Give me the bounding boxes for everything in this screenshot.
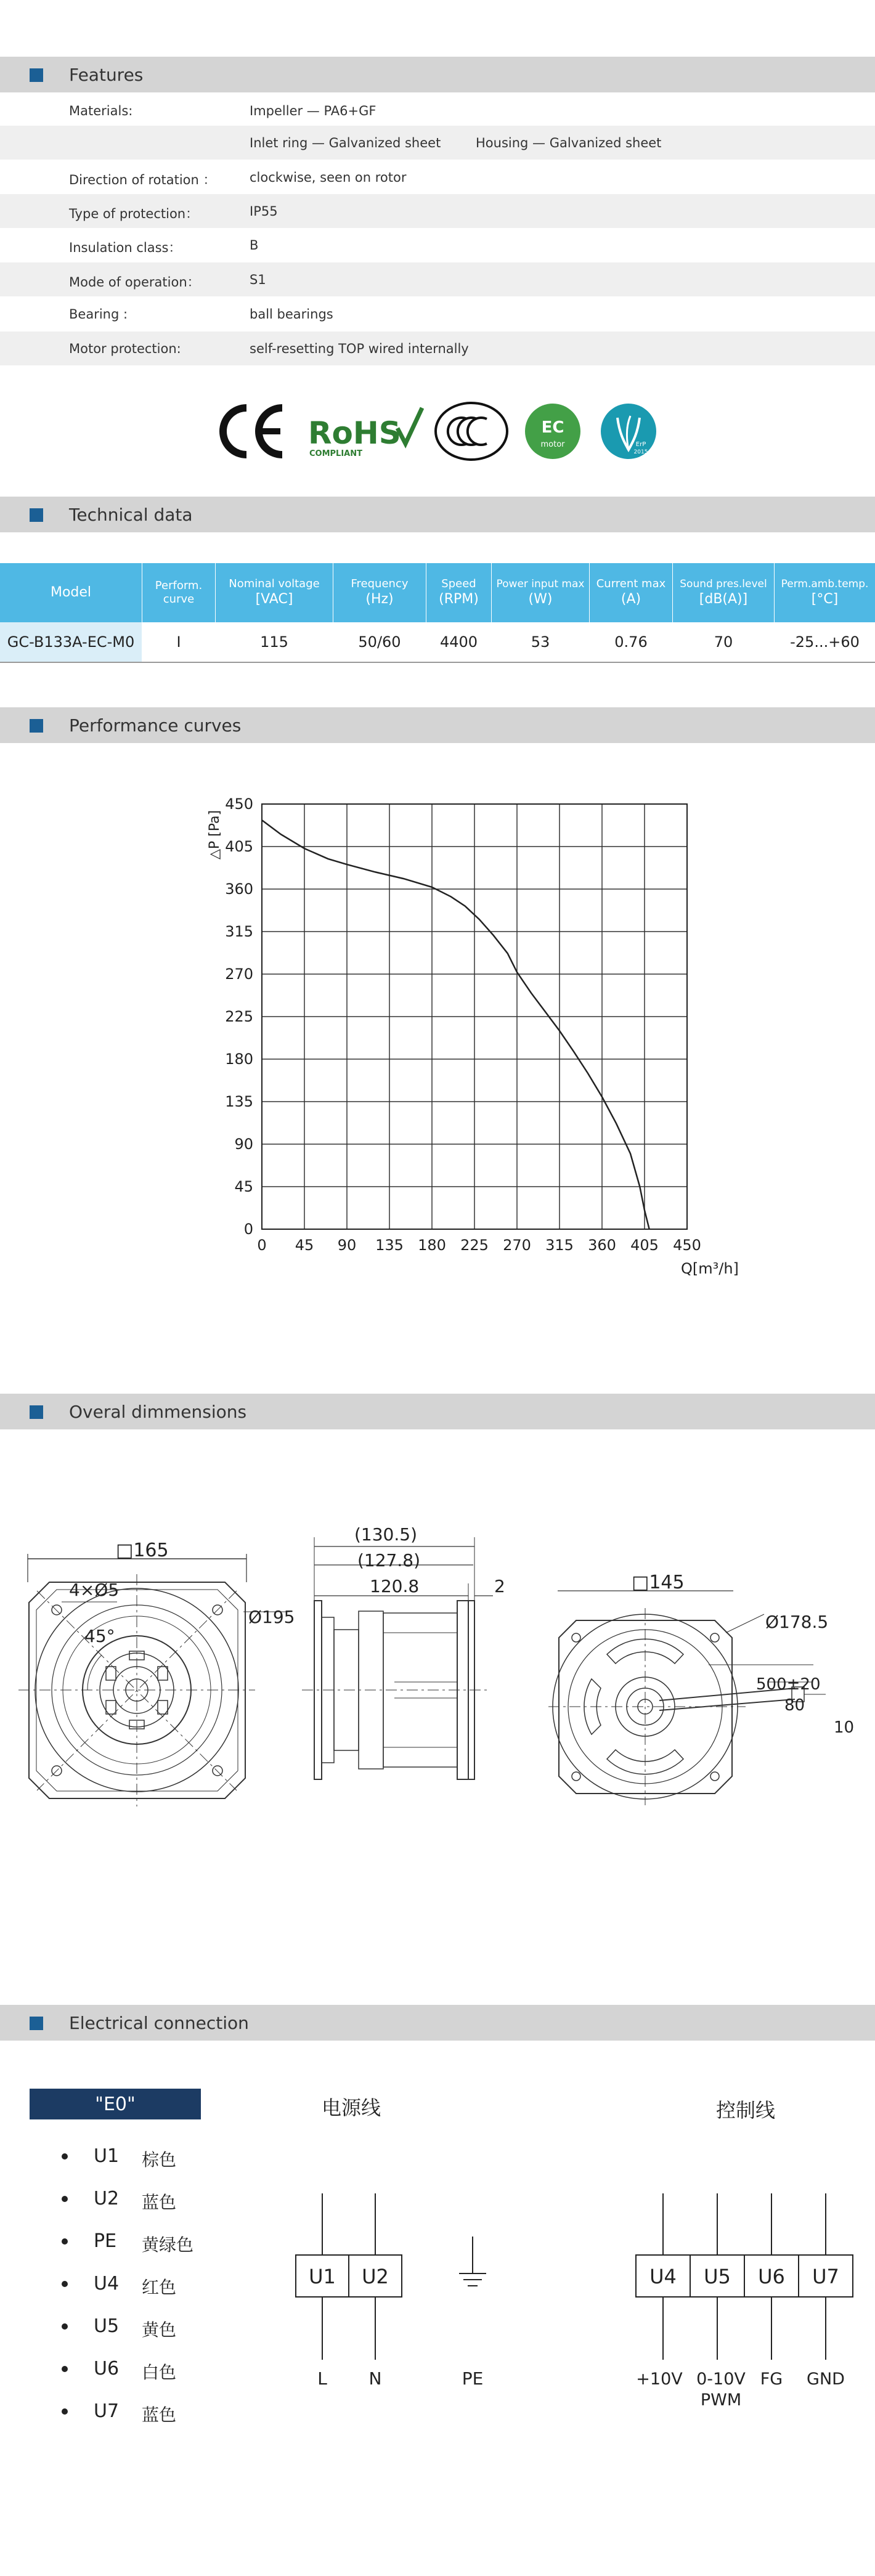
- section-marker: [30, 1405, 43, 1419]
- dim-angle: 45°: [84, 1626, 115, 1646]
- section-title: Overal dimmensions: [69, 1402, 247, 1422]
- rohs-icon: [308, 408, 422, 458]
- column-header-speed: Speed (RPM): [426, 563, 491, 622]
- feature-row-bearing: [0, 297, 875, 331]
- dim-130-5: (130.5): [354, 1524, 418, 1545]
- bullet-icon: [62, 2238, 68, 2245]
- dim-127-8: (127.8): [357, 1550, 421, 1570]
- column-header-current: Current max (A): [590, 563, 672, 622]
- terminal-signal: L: [317, 2368, 327, 2389]
- terminal-signal: 0-10V: [696, 2370, 746, 2389]
- feature-value: IP55: [250, 204, 278, 219]
- dim-cable-500: 500±20: [756, 1675, 821, 1694]
- wire-item: U2 蓝色: [62, 2187, 222, 2211]
- column-header-curve: Perform. curve: [142, 563, 215, 622]
- cell-current: 0.76: [614, 633, 648, 651]
- y-tick-label: 225: [225, 1008, 253, 1025]
- cell-power: 53: [531, 633, 550, 651]
- dim-holes: 4×Ø5: [69, 1580, 120, 1600]
- y-tick-label: 90: [234, 1136, 253, 1153]
- certification-logos: [210, 394, 665, 468]
- ccc-icon: [436, 403, 507, 460]
- x-tick-label: 180: [418, 1237, 446, 1254]
- terminal-label: U4: [649, 2265, 677, 2288]
- terminal-signal: GND: [807, 2370, 845, 2389]
- connection-code-badge: "E0": [30, 2089, 201, 2119]
- y-tick-label: 135: [225, 1093, 253, 1110]
- wire-item: PE 黄绿色: [62, 2229, 222, 2254]
- feature-value: clockwise, seen on rotor: [250, 170, 407, 185]
- x-axis-label: Q[m³/h]: [681, 1260, 739, 1277]
- x-tick-label: 225: [460, 1237, 489, 1254]
- performance-chart: [185, 782, 739, 1294]
- feature-row-protection: [0, 194, 875, 228]
- feature-label: Direction of rotation ：: [69, 173, 216, 187]
- terminal-label: U2: [362, 2265, 389, 2288]
- section-marker: [30, 719, 43, 733]
- section-title: Performance curves: [69, 715, 242, 736]
- x-tick-label: 0: [257, 1237, 267, 1254]
- column-header-sound: Sound pres.level [dB(A)]: [673, 563, 774, 622]
- feature-label: Type of protection：: [69, 206, 199, 221]
- section-header-dimensions: [0, 1394, 875, 1429]
- section-header-electrical: [0, 2005, 875, 2041]
- feature-label: Materials:: [69, 104, 133, 118]
- y-tick-label: 0: [243, 1221, 253, 1238]
- feature-value: ball bearings: [250, 307, 333, 322]
- feature-value: Inlet ring — Galvanized sheet: [250, 136, 441, 150]
- section-title: Features: [69, 65, 144, 85]
- bullet-icon: [62, 2281, 68, 2287]
- ec-motor-icon: [525, 404, 580, 459]
- svg-text:motor: motor: [540, 440, 565, 449]
- dim-2: 2: [494, 1576, 505, 1596]
- svg-text:COMPLIANT: COMPLIANT: [309, 449, 362, 458]
- section-title: Technical data: [69, 505, 193, 525]
- bullet-icon: [62, 2196, 68, 2202]
- erp-icon: [601, 404, 656, 459]
- section-header-performance: [0, 707, 875, 743]
- cell-model: GC-B133A-EC-M0: [0, 622, 142, 662]
- table-bottom-rule: [0, 662, 875, 663]
- y-tick-label: 360: [225, 880, 253, 898]
- feature-value: S1: [250, 272, 266, 287]
- dim-120-8: 120.8: [370, 1576, 420, 1596]
- section-title: Electrical connection: [69, 2013, 249, 2033]
- dim-square-165: □165: [116, 1540, 169, 1561]
- feature-label: Bearing :: [69, 307, 128, 322]
- column-header-temp: Perm.amb.temp. [°C]: [775, 563, 875, 622]
- feature-value: self-resetting TOP wired internally: [250, 341, 469, 356]
- bullet-icon: [62, 2366, 68, 2372]
- y-axis-label: △P [Pa]: [207, 810, 222, 859]
- wire-item: U6 白色: [62, 2357, 222, 2381]
- dimension-drawing: [0, 1503, 875, 1848]
- dim-dia-178-5: Ø178.5: [765, 1612, 829, 1632]
- feature-value: B: [250, 238, 259, 253]
- terminal-signal: PWM: [700, 2391, 742, 2410]
- bullet-icon: [62, 2153, 68, 2160]
- control-line-title: 控制线: [715, 2099, 776, 2122]
- bullet-icon: [62, 2323, 68, 2330]
- x-tick-label: 405: [630, 1237, 659, 1254]
- wire-item: U7 蓝色: [62, 2399, 222, 2424]
- x-tick-label: 450: [673, 1237, 701, 1254]
- column-header-frequency: Frequency (Hz): [333, 563, 426, 622]
- y-tick-label: 450: [225, 795, 253, 813]
- terminal-signal: FG: [760, 2370, 783, 2389]
- column-header-voltage: Nominal voltage [VAC]: [216, 563, 333, 622]
- terminal-label: U1: [309, 2265, 336, 2288]
- y-tick-label: 270: [225, 965, 253, 983]
- svg-text:RoHS: RoHS: [308, 415, 401, 451]
- x-tick-label: 315: [545, 1237, 574, 1254]
- feature-row-inlet-housing: [0, 126, 875, 160]
- y-tick-label: 315: [225, 923, 253, 940]
- feature-value: Housing — Galvanized sheet: [476, 136, 662, 150]
- wire-item: U1 棕色: [62, 2144, 222, 2169]
- terminal-label: U7: [812, 2265, 839, 2288]
- dim-cable-10: 10: [834, 1718, 855, 1737]
- section-marker: [30, 508, 43, 522]
- cell-speed: 4400: [439, 633, 478, 651]
- side-view: [302, 1537, 493, 1779]
- svg-text:ErP: ErP: [635, 441, 646, 448]
- feature-row-operation: [0, 262, 875, 296]
- y-tick-label: 405: [225, 838, 253, 855]
- performance-curve-line: [262, 820, 649, 1229]
- cell-sound: 70: [714, 633, 733, 651]
- cell-temp: -25...+60: [790, 633, 860, 651]
- terminal-signal: PE: [462, 2368, 484, 2389]
- wire-item: U5 黄色: [62, 2314, 222, 2339]
- cell-frequency: 50/60: [358, 633, 401, 651]
- dim-cable-80: 80: [784, 1696, 805, 1715]
- feature-label: Insulation class：: [69, 240, 182, 255]
- feature-row-rotation: [0, 160, 875, 194]
- x-tick-label: 135: [375, 1237, 404, 1254]
- front-view: [18, 1554, 290, 1806]
- bullet-icon: [62, 2408, 68, 2415]
- feature-row-insulation: [0, 228, 875, 262]
- dim-square-145: □145: [632, 1572, 685, 1593]
- svg-text:EC: EC: [541, 418, 564, 437]
- section-header-features: [0, 57, 875, 92]
- terminal-signal: +10V: [636, 2370, 683, 2389]
- column-header-model: Model: [0, 563, 142, 622]
- feature-label: Motor protection:: [69, 341, 181, 356]
- cell-curve: I: [176, 633, 181, 651]
- x-tick-label: 270: [503, 1237, 531, 1254]
- wiring-diagram: [246, 2089, 863, 2421]
- terminal-signal: N: [368, 2368, 382, 2389]
- feature-label: Mode of operation：: [69, 275, 200, 290]
- x-tick-label: 90: [337, 1237, 357, 1254]
- feature-value: Impeller — PA6+GF: [250, 104, 376, 118]
- y-tick-label: 45: [234, 1178, 253, 1195]
- wire-item: U4 红色: [62, 2272, 222, 2296]
- section-header-technical: [0, 497, 875, 532]
- svg-text:2015: 2015: [633, 449, 648, 455]
- ground-icon: [459, 2237, 486, 2286]
- x-tick-label: 45: [295, 1237, 314, 1254]
- ce-mark-icon: [223, 408, 282, 455]
- section-marker: [30, 2017, 43, 2030]
- terminal-label: U6: [758, 2265, 785, 2288]
- y-tick-label: 180: [225, 1050, 253, 1068]
- dim-dia-195: Ø195: [248, 1607, 295, 1627]
- feature-row-materials: [0, 94, 875, 128]
- feature-row-motor: [0, 331, 875, 365]
- section-marker: [30, 68, 43, 82]
- column-header-power: Power input max (W): [492, 563, 589, 622]
- cell-voltage: 115: [260, 633, 288, 651]
- power-line-title: 电源线: [321, 2096, 381, 2119]
- x-tick-label: 360: [588, 1237, 616, 1254]
- terminal-label: U5: [704, 2265, 731, 2288]
